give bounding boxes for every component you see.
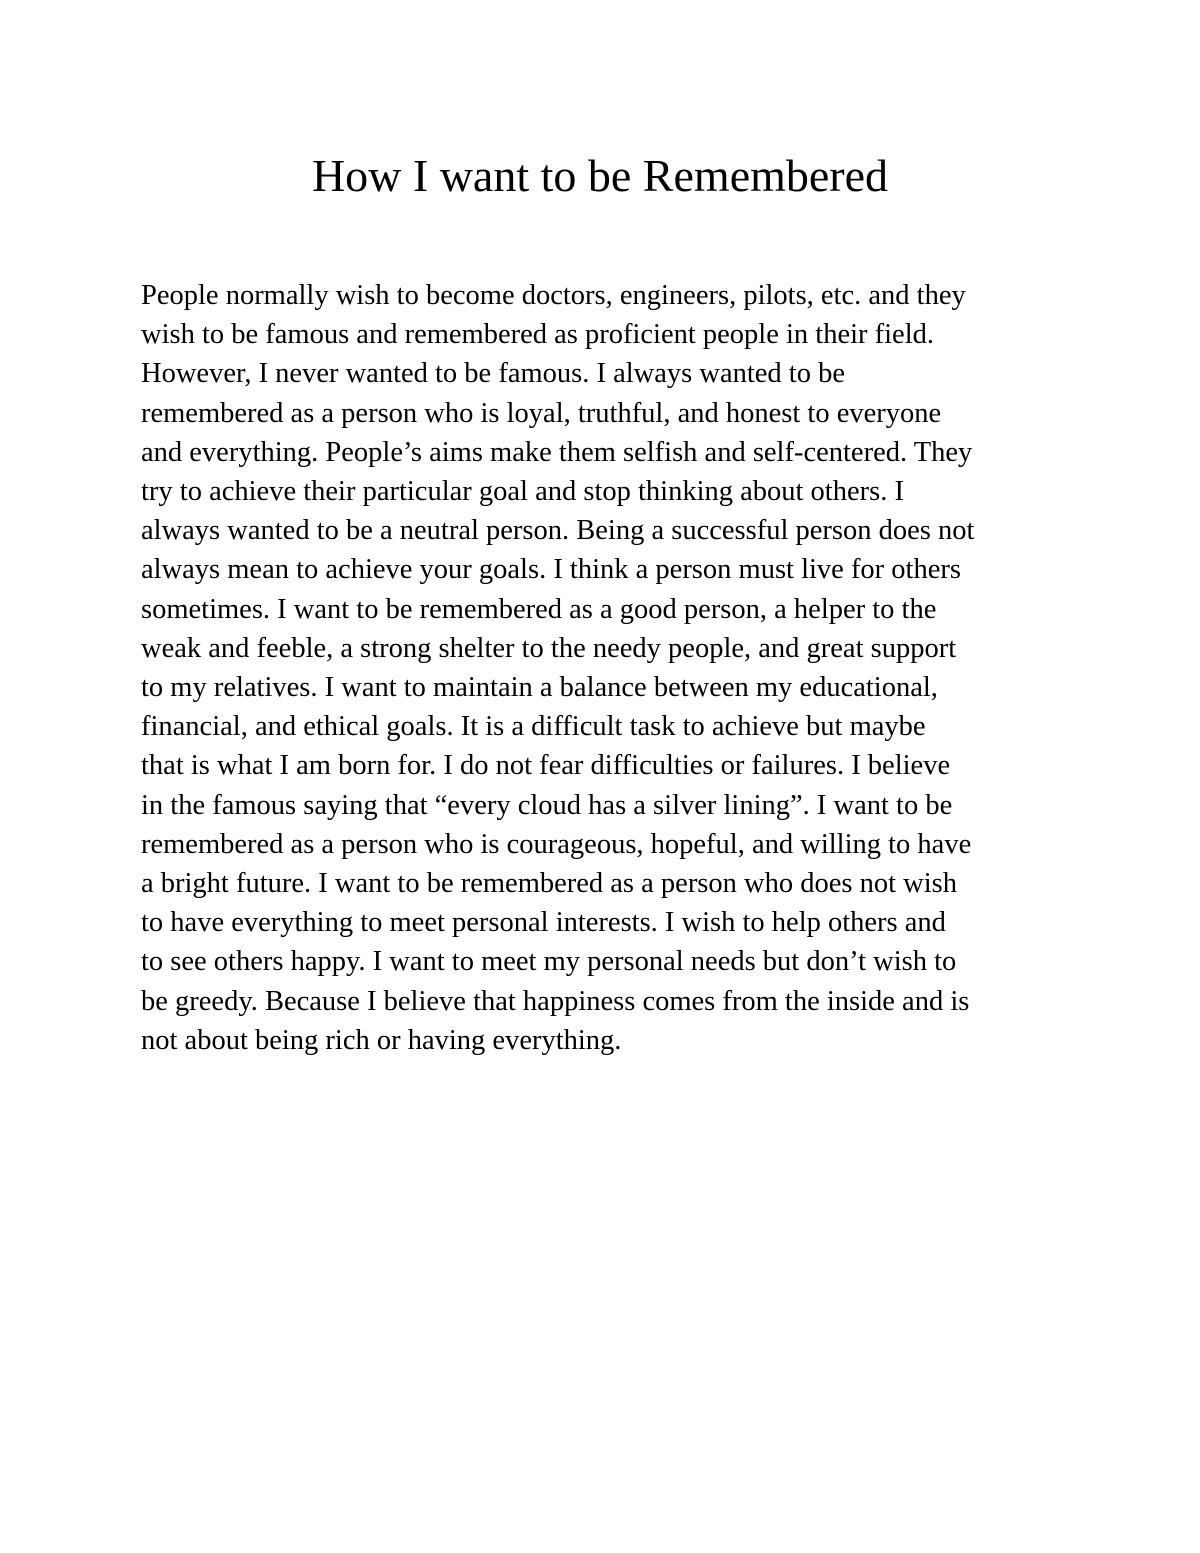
- paragraph-line: not about being rich or having everything.: [141, 1024, 622, 1056]
- paragraph-line: to have everything to meet personal interests. I wish to help others and: [141, 907, 946, 939]
- paragraph-line: remembered as a person who is courageous, hopeful, and willing to have: [141, 828, 972, 860]
- essay-paragraph: [141, 276, 1071, 1060]
- paragraph-line: always wanted to be a neutral person. Being a successful person does not: [141, 515, 975, 547]
- paragraph-line: and everything. People’s aims make them selfish and self-centered. They: [141, 436, 973, 468]
- paragraph-line: People normally wish to become doctors, engineers, pilots, etc. and they: [141, 280, 966, 311]
- paragraph-line: to see others happy. I want to meet my personal needs but don’t wish to: [141, 946, 957, 978]
- document-title: How I want to be Remembered: [311, 150, 889, 201]
- paragraph-line: wish to be famous and remembered as proficient people in their field.: [141, 319, 934, 351]
- paragraph-line: weak and feeble, a strong shelter to the needy people, and great support: [141, 632, 957, 664]
- paragraph-line: be greedy. Because I believe that happiness comes from the inside and is: [141, 985, 970, 1017]
- paragraph-line: sometimes. I want to be remembered as a good person, a helper to the: [141, 593, 937, 625]
- paragraph-line: a bright future. I want to be remembered as a person who does not wish: [141, 868, 957, 900]
- paragraph-line: However, I never wanted to be famous. I always wanted to be: [141, 358, 845, 390]
- paragraph-line: remembered as a person who is loyal, truthful, and honest to everyone: [141, 397, 942, 429]
- paragraph-line: in the famous saying that “every cloud has a silver lining”. I want to be: [141, 789, 953, 821]
- paragraph-line: financial, and ethical goals. It is a difficult task to achieve but maybe: [141, 711, 926, 743]
- paragraph-line: that is what I am born for. I do not fear difficulties or failures. I believe: [141, 750, 951, 782]
- paragraph-line: to my relatives. I want to maintain a balance between my educational,: [141, 672, 938, 704]
- paragraph-line: try to achieve their particular goal and stop thinking about others. I: [141, 476, 904, 508]
- paragraph-line: always mean to achieve your goals. I think a person must live for others: [141, 554, 961, 586]
